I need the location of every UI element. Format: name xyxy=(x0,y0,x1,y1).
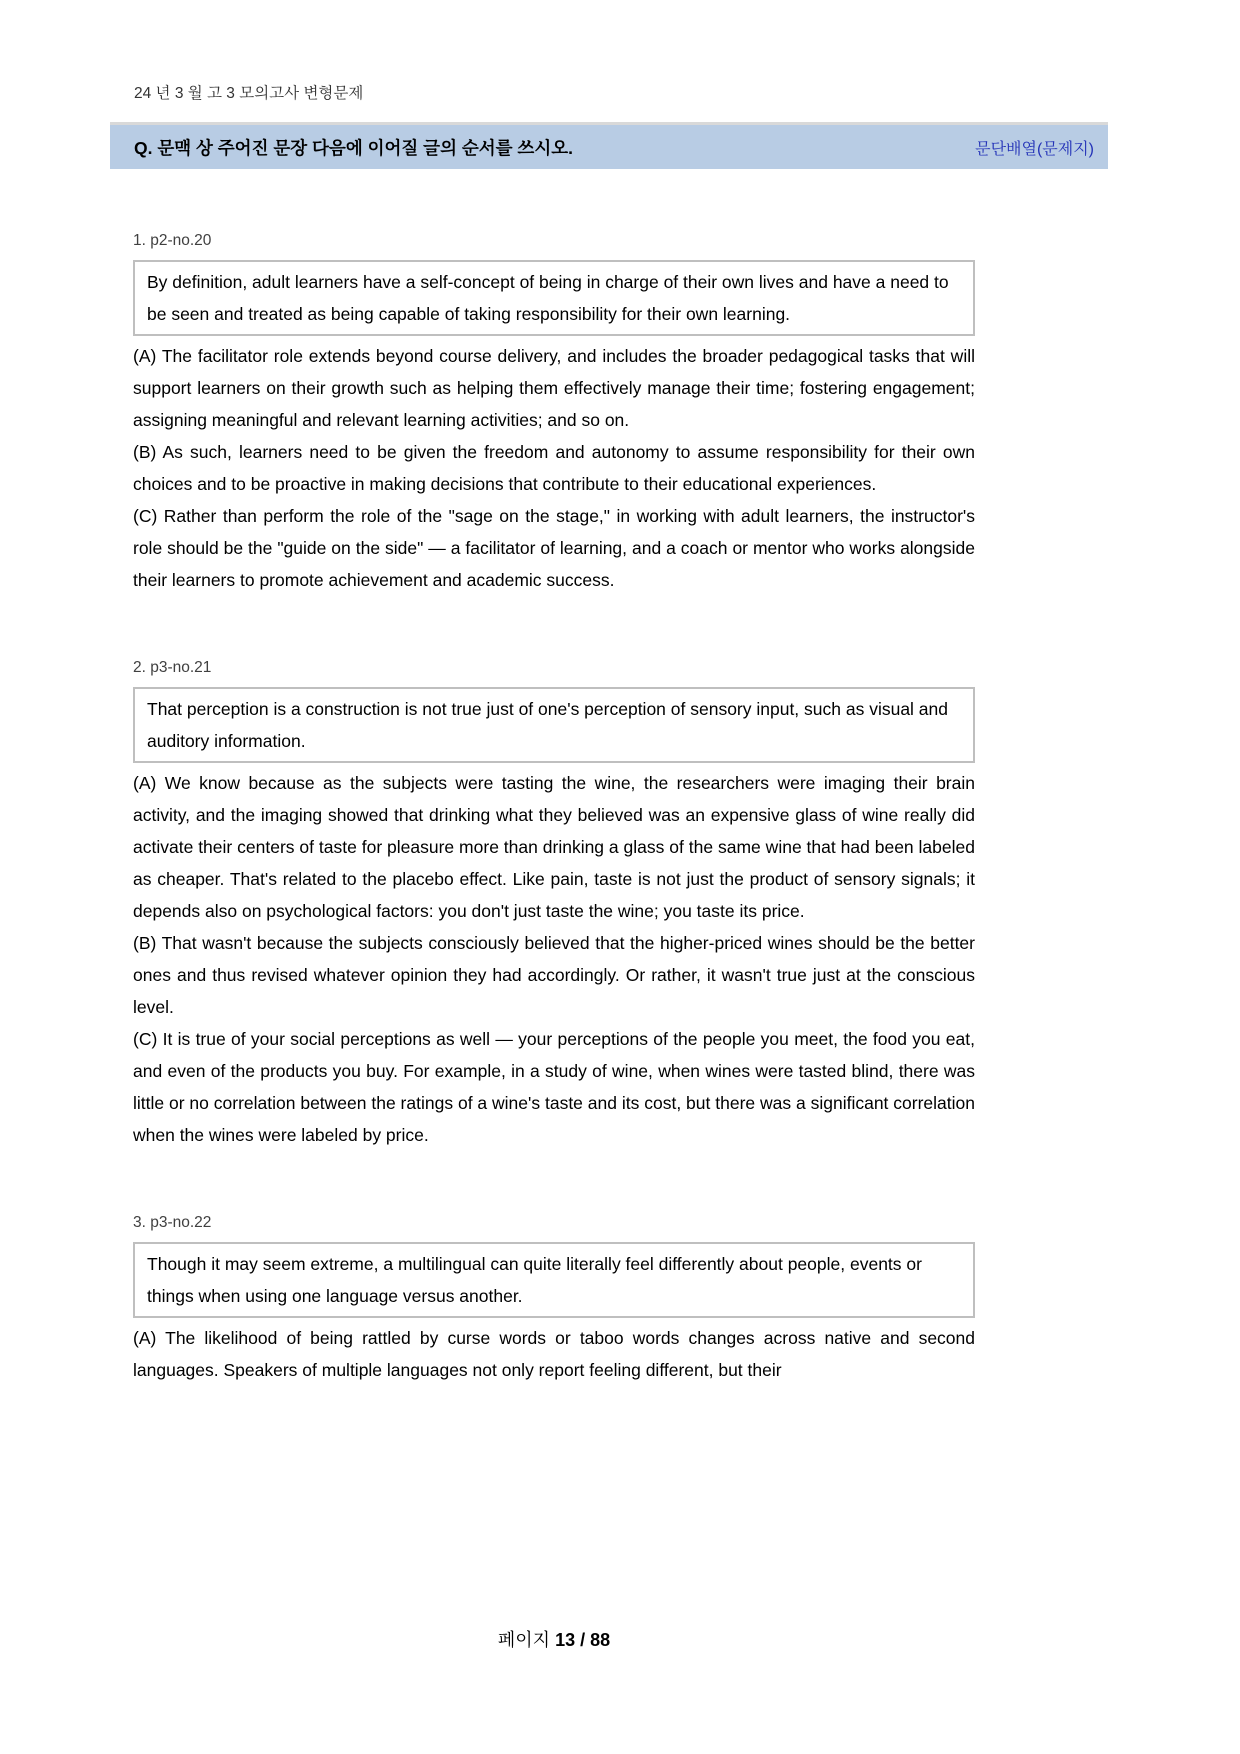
page-footer-prefix: 페이지 xyxy=(497,1630,551,1650)
given-sentence: By definition, adult learners have a self-concept of being in charge of their own lives and have a need to be seen and treated as being capable of taking responsibility for their own learning. xyxy=(147,272,949,324)
given-sentence: That perception is a construction is not true just of one's perception of sensory input, such as visual and auditory information. xyxy=(147,699,949,751)
question-type-tag: 문단배열(문제지) xyxy=(975,140,1094,158)
given-sentence: Though it may seem extreme, a multilingual can quite literally feel differently about people, events or things when using one language versus another. xyxy=(147,1254,922,1306)
question-banner xyxy=(110,122,1108,169)
paragraph-c: (C) Rather than perform the role of the "sage on the stage," in working with adult learners, the instructor's role should be the "guide on the side" — a facilitator of learning, and a coach or mentor who works alongside their learners to promote achievement and academic success. xyxy=(133,506,975,590)
paragraph-c: (C) It is true of your social perceptions as well — your perceptions of the people you meet, the food you eat, and even of the products you buy. For example, in a study of wine, when wines were tasted blind, there was little or no correlation between the ratings of a wine's taste and its cost, but there was a significant correlation when the wines were labeled by price. xyxy=(133,1029,975,1145)
given-sentence-box xyxy=(133,260,975,336)
given-sentence-box xyxy=(133,687,975,763)
page-number: 13 / 88 xyxy=(555,1630,611,1650)
document-header: 24 년 3 월 고 3 모의고사 변형문제 xyxy=(134,85,364,102)
question-block-3 xyxy=(133,1213,975,1386)
paragraph-a: (A) We know because as the subjects were tasting the wine, the researchers were imaging their brain activity, and the imaging showed that drinking what they believed was an expensive glass of wine really did activate their centers of taste for pleasure more than drinking a glass of the same wine that had been labeled as cheaper. That's related to the placebo effect. Like pain, taste is not just the product of sensory signals; it depends also on psychological factors: you don't just taste the wine; you taste its price. xyxy=(133,773,975,921)
paragraph-b: (B) That wasn't because the subjects consciously believed that the higher-priced wines should be the better ones and thus revised whatever opinion they had accordingly. Or rather, it wasn't true just at the conscious level. xyxy=(133,933,975,1017)
question-label: 2. p3-no.21 xyxy=(133,659,212,676)
question-label: 3. p3-no.22 xyxy=(133,1214,212,1231)
page-footer xyxy=(133,1626,975,1652)
question-block-1 xyxy=(133,231,975,596)
question-instruction: Q. 문맥 상 주어진 문장 다음에 이어질 글의 순서를 쓰시오. xyxy=(134,137,574,158)
paragraph-a: (A) The facilitator role extends beyond course delivery, and includes the broader pedagogical tasks that will support learners on their growth such as helping them effectively manage their time; fostering engagement; assigning meaningful and relevant learning activities; and so on. xyxy=(133,346,975,430)
paragraph-b: (B) As such, learners need to be given the freedom and autonomy to assume responsibility for their own choices and to be proactive in making decisions that contribute to their educational experiences. xyxy=(133,442,975,494)
question-label: 1. p2-no.20 xyxy=(133,232,212,249)
paragraph-a: (A) The likelihood of being rattled by curse words or taboo words changes across native and second languages. Speakers of multiple languages not only report feeling different, but their xyxy=(133,1328,975,1380)
given-sentence-box xyxy=(133,1242,975,1318)
question-block-2 xyxy=(133,658,975,1151)
question-list xyxy=(133,231,975,1386)
